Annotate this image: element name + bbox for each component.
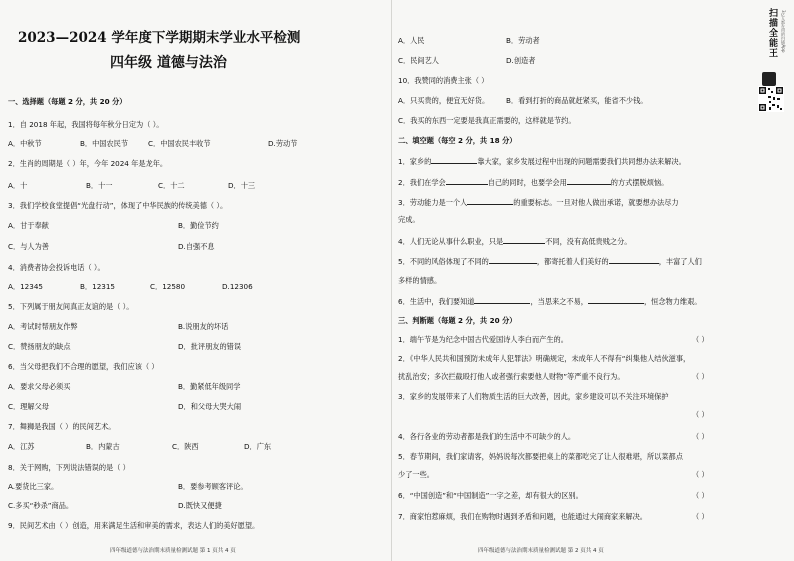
option: B．勤俭节约 (178, 221, 219, 230)
exam-subtitle: 四年级 道德与法治 (110, 55, 227, 71)
question-text: 3．劳动能力是一个人 (398, 198, 468, 207)
fill-question (398, 177, 668, 187)
fill-question (398, 236, 631, 246)
option: A．只买贵的，便宜无好货。 (398, 96, 490, 105)
question-text: 7．舞狮是我国（ ）的民间艺术。 (8, 422, 116, 431)
fill-question (398, 197, 679, 207)
question-text: ，都寄托着人们美好的 (536, 257, 609, 266)
option: D.既快又便捷 (178, 501, 222, 510)
section-heading: 二、填空题（每空 2 分，共 18 分） (398, 136, 517, 145)
option: B．十一 (86, 181, 113, 190)
option: D．十三 (228, 181, 256, 190)
question-text: 6．生活中，我们要知道 (398, 297, 475, 306)
judge-question: 4．各行各业的劳动者都是我们的生活中不可缺少的人。 (398, 432, 576, 441)
qr-code-icon (758, 86, 784, 112)
question-text: 的方式摆脱烦恼。 (610, 178, 669, 187)
question-text: 靠大家，家乡发展过程中出现的问题需要我们共同想办法来解决。 (477, 157, 686, 166)
option: A．考试时帮朋友作弊 (8, 322, 78, 331)
scanner-logo-icon (762, 72, 776, 86)
answer-paren[interactable]: （ ） (692, 512, 709, 521)
exam-title: 2023—2024 学年度下学期期末学业水平检测 (18, 30, 301, 46)
option: B．勤紧低年级同学 (178, 382, 241, 391)
question-text: 6．当父母把我们不合理的愿望，我们应该（ ） (8, 362, 159, 371)
answer-blank[interactable] (503, 236, 545, 244)
option: A．要求父母必须买 (8, 382, 71, 391)
question-text: 5．下列属于朋友间真正友谊的是（ ）。 (8, 302, 134, 311)
option: B．中国农民节 (80, 139, 129, 148)
option: D.12306 (222, 282, 253, 291)
option: B．内蒙古 (86, 442, 120, 451)
answer-paren[interactable]: （ ） (692, 470, 709, 479)
question-text: 4．人们无论从事什么职业，只是 (398, 237, 504, 246)
judge-question: 2．《中华人民共和国预防未成年人犯罪法》明确规定，未成年人不得有“纠集他人结伙滋事， (398, 354, 691, 363)
answer-blank[interactable] (609, 256, 659, 264)
answer-blank[interactable] (446, 177, 488, 185)
question-text: ，丰富了人们 (658, 257, 702, 266)
option: C.多买“秒杀”商品。 (8, 501, 74, 510)
question-text: 1．家乡的 (398, 157, 432, 166)
question-text: 多样的情感。 (398, 276, 442, 285)
judge-question: 7．商家怕惹麻烦，我们在购物时遇到矛盾和问题，也能通过大闹商家来解决。 (398, 512, 647, 521)
option: B.说朋友的坏话 (178, 322, 229, 331)
judge-question: 3．家乡的发展带来了人们物质生活的巨大改善，因此，家乡建设可以不关注环境保护 (398, 392, 669, 401)
option: C．12580 (150, 282, 186, 291)
section-heading: 三、判断题（每题 2 分，共 20 分） (398, 316, 517, 325)
option: D.创造者 (506, 56, 536, 65)
option: A．12345 (8, 282, 43, 291)
page-left (0, 0, 392, 561)
option: D．批评朋友的错误 (178, 342, 242, 351)
answer-blank[interactable] (567, 177, 611, 185)
option: C．理解父母 (8, 402, 49, 411)
option: A．人民 (398, 36, 425, 45)
section-heading: 一、选择题（每题 2 分，共 20 分） (8, 97, 127, 106)
answer-blank[interactable] (474, 296, 530, 304)
question-text: 自己的同时，也要学会用 (487, 178, 567, 187)
fill-question (398, 296, 701, 306)
option: A．中秋节 (8, 139, 42, 148)
option: D．广东 (244, 442, 272, 451)
judge-question: 5．春节期间，我们家请客，妈妈说每次都要把桌上的菜都吃完了让人很难堪，所以菜都点 (398, 452, 683, 461)
question-text: 9．民间艺术由（ ）创造，用来满足生活和审美的需求，表达人们的美好愿望。 (8, 521, 260, 530)
option: B．看到打折的商品就赶紧买，能省不少钱。 (506, 96, 648, 105)
answer-paren[interactable]: （ ） (692, 491, 709, 500)
answer-paren[interactable]: （ ） (692, 335, 709, 344)
scanner-tagline: 3亿人都在用的扫描App (781, 10, 786, 53)
answer-blank[interactable] (588, 296, 644, 304)
question-text: ，恒念物力维艰。 (643, 297, 702, 306)
page-footer: 四年级道德与法治期末质量检测试题 第 1 页共 4 页 (110, 548, 236, 554)
option: C．十二 (158, 181, 185, 190)
judge-question: 1．端午节是为纪念中国古代爱国诗人李白而产生的。 (398, 335, 568, 344)
page-footer: 四年级道德与法治期末质量检测试题 第 2 页共 4 页 (478, 548, 604, 554)
option: C．中国农民丰收节 (148, 139, 211, 148)
answer-paren[interactable]: （ ） (692, 372, 709, 381)
option: A．十 (8, 181, 28, 190)
question-text: 2．生肖的周期是（ ）年，今年 2024 年是龙年。 (8, 159, 168, 168)
question-text: 1．自 2018 年起，我国将每年秋分日定为（ ）。 (8, 120, 164, 129)
answer-paren[interactable]: （ ） (692, 410, 709, 419)
option: A.要货比三家。 (8, 482, 59, 491)
question-text: 10．我赞同的消费主张（ ） (398, 76, 489, 85)
option: C．赞扬朋友的缺点 (8, 342, 71, 351)
judge-question: 扰乱治安；多次拦截殴打他人或者强行索要他人财物”等严重不良行为。 (398, 372, 625, 381)
question-text: 8．关于网购，下列说法错误的是（ ） (8, 463, 130, 472)
judge-question: 6．“中国创造”和“中国制造”一字之差，却有很大的区别。 (398, 491, 583, 500)
option: C．我买的东西一定要是我真正需要的，这样就是节约。 (398, 116, 576, 125)
option: A．江苏 (8, 442, 35, 451)
scanner-label: 扫描全能王 (767, 8, 777, 58)
answer-blank[interactable] (489, 256, 537, 264)
option: A．甘于奉献 (8, 221, 49, 230)
question-text: 4．消费者协会投诉电话（ ）。 (8, 263, 105, 272)
option: C．与人为善 (8, 242, 49, 251)
question-text: 3．我们学校食堂提倡“光盘行动”，体现了中华民族的传统美德（ ）。 (8, 201, 228, 210)
question-text: 5．不同的风俗体现了不同的 (398, 257, 489, 266)
fill-question (398, 256, 702, 266)
option: C．陕西 (172, 442, 199, 451)
scanner-watermark (752, 4, 792, 119)
option: D．和父母大哭大闹 (178, 402, 242, 411)
question-text: ，当思来之不易， (530, 297, 588, 306)
option: B．要参考顾客评论。 (178, 482, 248, 491)
question-text: 2．我们在学会 (398, 178, 446, 187)
answer-paren[interactable]: （ ） (692, 432, 709, 441)
option: D.劳动节 (268, 139, 298, 148)
question-text: 的重要标志。一旦对他人做出承诺，就要想办法尽力 (513, 198, 679, 207)
option: C．民间艺人 (398, 56, 439, 65)
option: B．劳动者 (506, 36, 540, 45)
question-text: 完成。 (398, 215, 420, 224)
fill-question (398, 156, 686, 166)
question-text: 不同，没有高低贵贱之分。 (545, 237, 632, 246)
answer-blank[interactable] (467, 197, 513, 205)
answer-blank[interactable] (431, 156, 477, 164)
option: D.自强不息 (178, 242, 215, 251)
option: B．12315 (80, 282, 115, 291)
judge-question: 少了一些。 (398, 470, 434, 479)
page-right (392, 0, 794, 561)
